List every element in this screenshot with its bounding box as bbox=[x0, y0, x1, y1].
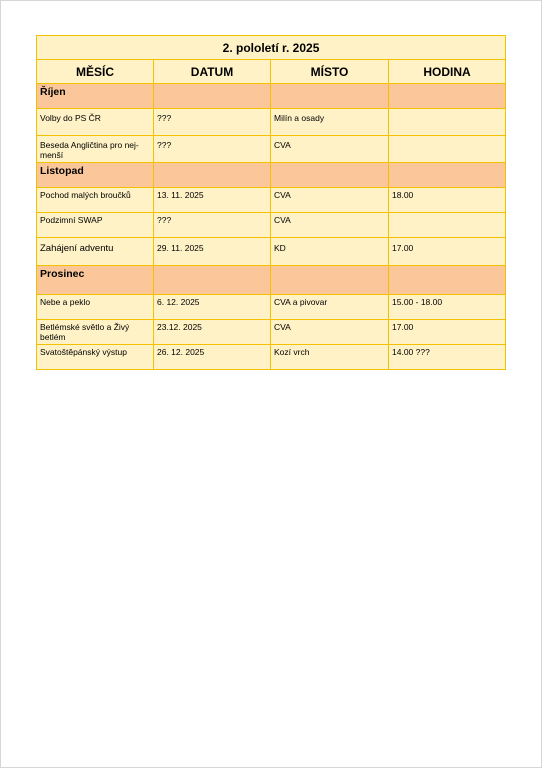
event-time bbox=[389, 213, 506, 238]
event-time: 14.00 ??? bbox=[389, 345, 506, 370]
month-cell bbox=[154, 266, 271, 295]
event-date: 29. 11. 2025 bbox=[154, 238, 271, 266]
month-name: Říjen bbox=[37, 84, 154, 109]
header-place: MÍSTO bbox=[271, 60, 389, 84]
month-cell bbox=[389, 163, 506, 188]
table-row bbox=[37, 109, 506, 136]
table-row bbox=[37, 136, 506, 163]
event-name: Svatoštěpánský výstup bbox=[37, 345, 154, 370]
header-date: DATUM bbox=[154, 60, 271, 84]
event-time bbox=[389, 136, 506, 163]
header-month: MĚSÍC bbox=[37, 60, 154, 84]
month-cell bbox=[271, 163, 389, 188]
event-date: ??? bbox=[154, 136, 271, 163]
table-row bbox=[37, 188, 506, 213]
event-date: 26. 12. 2025 bbox=[154, 345, 271, 370]
month-name: Prosinec bbox=[37, 266, 154, 295]
event-place: Kozí vrch bbox=[271, 345, 389, 370]
event-name: Beseda Angličtina pro nej-menší bbox=[37, 136, 154, 163]
event-time: 15.00 - 18.00 bbox=[389, 295, 506, 320]
event-name: Zahájení adventu bbox=[37, 238, 154, 266]
event-place: CVA bbox=[271, 188, 389, 213]
event-place: Milín a osady bbox=[271, 109, 389, 136]
event-name: Pochod malých broučků bbox=[37, 188, 154, 213]
event-place: CVA bbox=[271, 136, 389, 163]
table-title: 2. pololetí r. 2025 bbox=[37, 36, 506, 60]
month-row-december bbox=[37, 266, 506, 295]
event-time: 18.00 bbox=[389, 188, 506, 213]
month-row-october bbox=[37, 84, 506, 109]
event-time: 17.00 bbox=[389, 320, 506, 345]
event-name: Podzimní SWAP bbox=[37, 213, 154, 238]
month-cell bbox=[154, 84, 271, 109]
table-row bbox=[37, 238, 506, 266]
table-row bbox=[37, 345, 506, 370]
event-date: 13. 11. 2025 bbox=[154, 188, 271, 213]
event-date: 23.12. 2025 bbox=[154, 320, 271, 345]
event-name: Volby do PS ČR bbox=[37, 109, 154, 136]
month-cell bbox=[389, 84, 506, 109]
schedule-table bbox=[36, 35, 506, 370]
event-place: CVA bbox=[271, 320, 389, 345]
month-cell bbox=[154, 163, 271, 188]
table-row bbox=[37, 320, 506, 345]
header-time: HODINA bbox=[389, 60, 506, 84]
event-date: ??? bbox=[154, 109, 271, 136]
table-row bbox=[37, 295, 506, 320]
event-time bbox=[389, 109, 506, 136]
event-time: 17.00 bbox=[389, 238, 506, 266]
event-place: CVA bbox=[271, 213, 389, 238]
month-name: Listopad bbox=[37, 163, 154, 188]
month-row-november bbox=[37, 163, 506, 188]
event-name: Betlémské světlo a Živý betlém bbox=[37, 320, 154, 345]
event-place: CVA a pivovar bbox=[271, 295, 389, 320]
month-cell bbox=[271, 266, 389, 295]
event-name: Nebe a peklo bbox=[37, 295, 154, 320]
month-cell bbox=[271, 84, 389, 109]
event-place: KD bbox=[271, 238, 389, 266]
month-cell bbox=[389, 266, 506, 295]
event-date: ??? bbox=[154, 213, 271, 238]
event-date: 6. 12. 2025 bbox=[154, 295, 271, 320]
table-row bbox=[37, 213, 506, 238]
